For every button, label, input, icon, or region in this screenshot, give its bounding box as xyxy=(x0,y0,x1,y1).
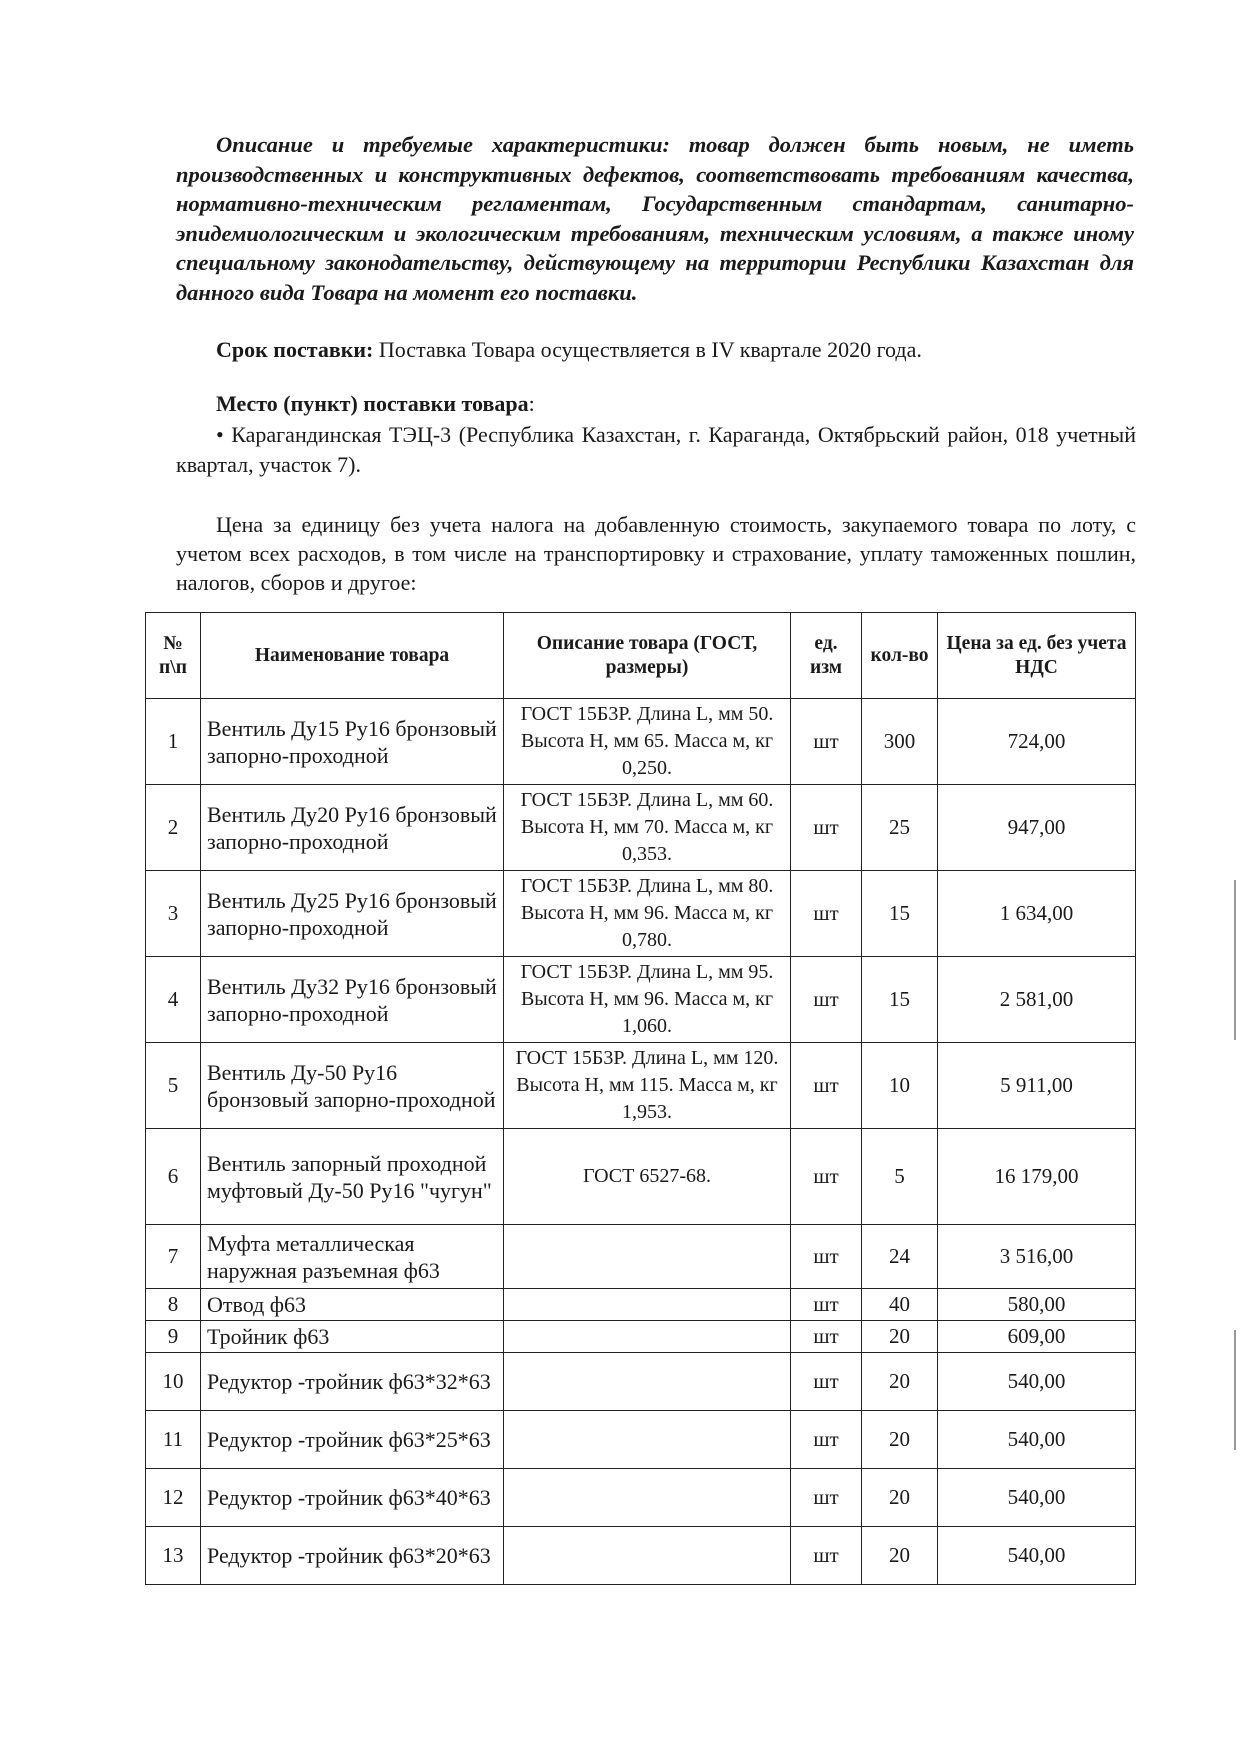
cell-unit: шт xyxy=(791,1353,862,1411)
cell-price: 540,00 xyxy=(938,1353,1136,1411)
scan-edge-mark xyxy=(1234,880,1236,1040)
cell-num: 6 xyxy=(146,1129,201,1225)
cell-num: 4 xyxy=(146,957,201,1043)
cell-name: Вентиль Ду32 Ру16 бронзовый запорно-проходной xyxy=(201,957,504,1043)
table-row xyxy=(146,1527,1136,1585)
table-row xyxy=(146,1469,1136,1527)
cell-price: 540,00 xyxy=(938,1469,1136,1527)
header-desc: Описание товара (ГОСТ, размеры) xyxy=(504,613,791,699)
cell-price: 947,00 xyxy=(938,785,1136,871)
cell-qty: 20 xyxy=(862,1527,938,1585)
cell-num: 8 xyxy=(146,1289,201,1321)
cell-price: 16 179,00 xyxy=(938,1129,1136,1225)
cell-desc xyxy=(504,1321,791,1353)
cell-qty: 20 xyxy=(862,1469,938,1527)
cell-name: Отвод ф63 xyxy=(201,1289,504,1321)
header-unit: ед. изм xyxy=(791,613,862,699)
cell-unit: шт xyxy=(791,1129,862,1225)
header-name: Наименование товара xyxy=(201,613,504,699)
cell-unit: шт xyxy=(791,871,862,957)
cell-name: Вентиль Ду-50 Ру16 бронзовый запорно-проходной xyxy=(201,1043,504,1129)
table-row xyxy=(146,1321,1136,1353)
cell-desc: ГОСТ 15Б3Р. Длина L, мм 50. Высота H, мм 65. Масса м, кг 0,250. xyxy=(504,699,791,785)
cell-qty: 20 xyxy=(862,1411,938,1469)
cell-desc xyxy=(504,1527,791,1585)
cell-num: 2 xyxy=(146,785,201,871)
cell-desc xyxy=(504,1469,791,1527)
cell-unit: шт xyxy=(791,1289,862,1321)
cell-desc xyxy=(504,1225,791,1289)
delivery-place-colon: : xyxy=(528,391,535,416)
cell-price: 724,00 xyxy=(938,699,1136,785)
cell-price: 580,00 xyxy=(938,1289,1136,1321)
cell-name: Редуктор -тройник ф63*32*63 xyxy=(201,1353,504,1411)
cell-price: 609,00 xyxy=(938,1321,1136,1353)
cell-price: 540,00 xyxy=(938,1527,1136,1585)
cell-unit: шт xyxy=(791,1469,862,1527)
cell-unit: шт xyxy=(791,1321,862,1353)
intro-line: Описание и требуемые характеристики: товар должен быть новым, не иметь xyxy=(216,132,1134,157)
cell-desc: ГОСТ 15Б3Р. Длина L, мм 60. Высота H, мм 70. Масса м, кг 0,353. xyxy=(504,785,791,871)
delivery-place-title: Место (пункт) поставки товара xyxy=(216,391,529,416)
cell-num: 5 xyxy=(146,1043,201,1129)
cell-name: Вентиль запорный проходной муфтовый Ду-50 Ру16 "чугун" xyxy=(201,1129,504,1225)
cell-unit: шт xyxy=(791,785,862,871)
cell-price: 1 634,00 xyxy=(938,871,1136,957)
cell-desc xyxy=(504,1411,791,1469)
requirements-paragraph xyxy=(176,130,1134,307)
cell-name: Редуктор -тройник ф63*25*63 xyxy=(201,1411,504,1469)
cell-unit: шт xyxy=(791,1043,862,1129)
cell-num: 11 xyxy=(146,1411,201,1469)
header-qty: кол-во xyxy=(862,613,938,699)
cell-name: Муфта металлическая наружная разъемная ф63 xyxy=(201,1225,504,1289)
cell-desc xyxy=(504,1353,791,1411)
cell-qty: 40 xyxy=(862,1289,938,1321)
cell-unit: шт xyxy=(791,1225,862,1289)
cell-desc: ГОСТ 15Б3Р. Длина L, мм 95. Высота H, мм 96. Масса м, кг 1,060. xyxy=(504,957,791,1043)
cell-qty: 15 xyxy=(862,871,938,957)
cell-qty: 20 xyxy=(862,1353,938,1411)
table-row xyxy=(146,957,1136,1043)
cell-name: Тройник ф63 xyxy=(201,1321,504,1353)
cell-qty: 10 xyxy=(862,1043,938,1129)
cell-name: Вентиль Ду20 Ру16 бронзовый запорно-проходной xyxy=(201,785,504,871)
cell-unit: шт xyxy=(791,1411,862,1469)
cell-desc: ГОСТ 6527-68. xyxy=(504,1129,791,1225)
intro-line: качества, нормативно-техническим регламентам, Государственным стандартам, xyxy=(176,161,1134,216)
goods-table xyxy=(145,612,1136,1585)
cell-qty: 15 xyxy=(862,957,938,1043)
cell-unit: шт xyxy=(791,699,862,785)
delivery-place-address: • Карагандинская ТЭЦ-3 (Республика Казахстан, г. Караганда, Октябрьский район, 018 учетный квартал, участок 7). xyxy=(176,422,1136,477)
cell-num: 1 xyxy=(146,699,201,785)
cell-qty: 300 xyxy=(862,699,938,785)
header-price: Цена за ед. без учета НДС xyxy=(938,613,1136,699)
cell-unit: шт xyxy=(791,957,862,1043)
delivery-term-label: Срок поставки: xyxy=(216,337,374,362)
cell-desc xyxy=(504,1289,791,1321)
intro-line: условиям, а также иному специальному законодательству, действующему на xyxy=(176,220,1134,275)
scan-edge-mark xyxy=(1234,1330,1236,1450)
header-num: № п\п xyxy=(146,613,201,699)
intro-line: санитарно-эпидемиологическим и экологическим требованиям, техническим xyxy=(176,191,1134,246)
cell-name: Редуктор -тройник ф63*20*63 xyxy=(201,1527,504,1585)
intro-line: производственных и конструктивных дефектов, соответствовать требованиям xyxy=(176,161,1037,187)
cell-num: 3 xyxy=(146,871,201,957)
price-note-paragraph: Цена за единицу без учета налога на добавленную стоимость, закупаемого товара по лоту, с учетом всех расходов, в том числе на транспортировку и страхование, уплату таможенных пошлин, налогов, сборов и другое: xyxy=(176,512,1136,595)
cell-price: 5 911,00 xyxy=(938,1043,1136,1129)
cell-num: 7 xyxy=(146,1225,201,1289)
cell-price: 3 516,00 xyxy=(938,1225,1136,1289)
cell-name: Вентиль Ду25 Ру16 бронзовый запорно-проходной xyxy=(201,871,504,957)
cell-price: 2 581,00 xyxy=(938,957,1136,1043)
delivery-place-heading xyxy=(176,390,1136,418)
table-row xyxy=(146,1043,1136,1129)
delivery-term-text: Поставка Товара осуществляется в IV квартале 2020 года. xyxy=(373,337,922,362)
cell-desc: ГОСТ 15Б3Р. Длина L, мм 80. Высота H, мм 96. Масса м, кг 0,780. xyxy=(504,871,791,957)
table-row xyxy=(146,699,1136,785)
cell-qty: 5 xyxy=(862,1129,938,1225)
table-row xyxy=(146,1411,1136,1469)
cell-desc: ГОСТ 15Б3Р. Длина L, мм 120. Высота H, мм 115. Масса м, кг 1,953. xyxy=(504,1043,791,1129)
cell-num: 13 xyxy=(146,1527,201,1585)
cell-num: 12 xyxy=(146,1469,201,1527)
cell-num: 9 xyxy=(146,1321,201,1353)
delivery-term-paragraph xyxy=(176,336,1136,364)
table-header-row xyxy=(146,613,1136,699)
table-row xyxy=(146,785,1136,871)
cell-price: 540,00 xyxy=(938,1411,1136,1469)
cell-unit: шт xyxy=(791,1527,862,1585)
intro-line: территории Республики Казахстан для данного вида Товара на момент его поставки. xyxy=(176,250,1134,305)
cell-name: Редуктор -тройник ф63*40*63 xyxy=(201,1469,504,1527)
table-row xyxy=(146,1129,1136,1225)
table-row xyxy=(146,1225,1136,1289)
cell-qty: 25 xyxy=(862,785,938,871)
table-row xyxy=(146,871,1136,957)
cell-qty: 24 xyxy=(862,1225,938,1289)
cell-name: Вентиль Ду15 Ру16 бронзовый запорно-проходной xyxy=(201,699,504,785)
cell-num: 10 xyxy=(146,1353,201,1411)
cell-qty: 20 xyxy=(862,1321,938,1353)
table-row xyxy=(146,1289,1136,1321)
table-row xyxy=(146,1353,1136,1411)
